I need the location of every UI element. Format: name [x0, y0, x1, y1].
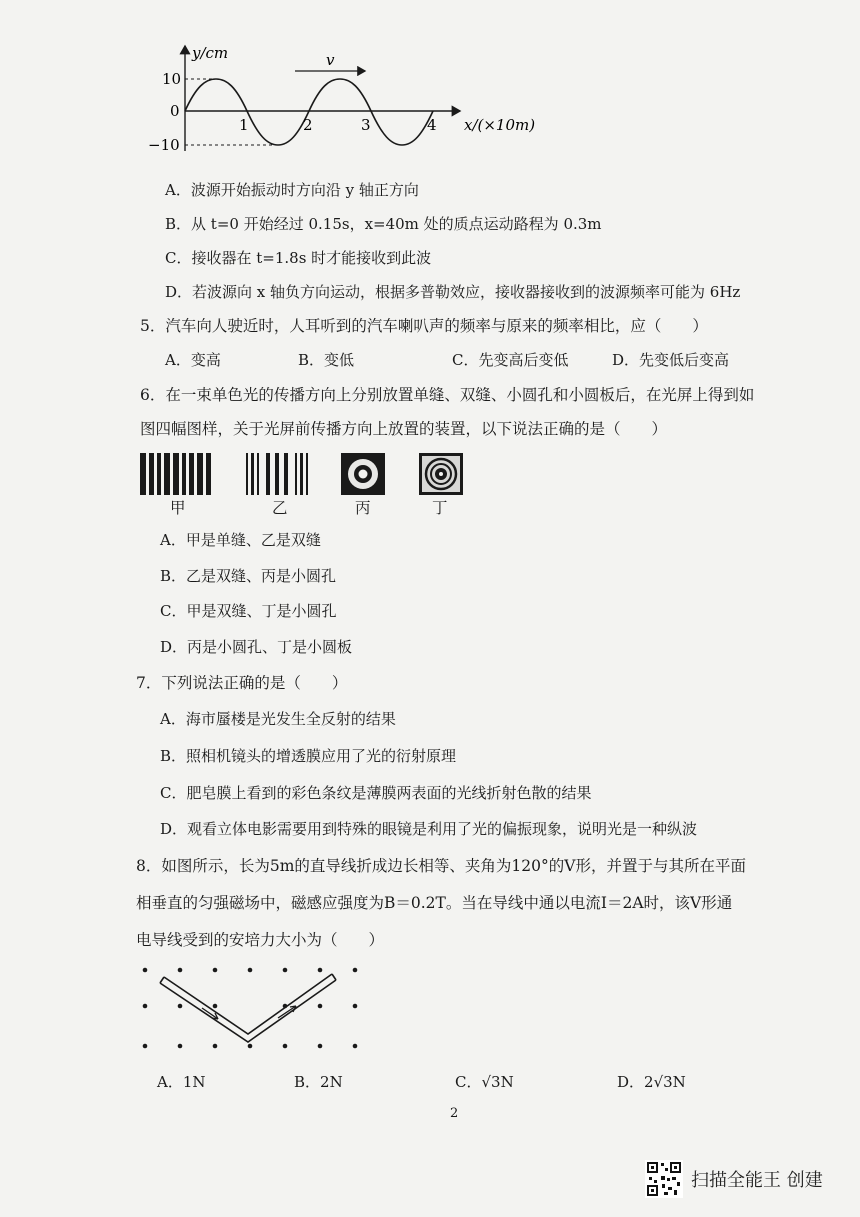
q4-option-b: B．从 t=0 开始经过 0.15s，x=40m 处的质点运动路程为 0.3m [165, 215, 602, 233]
q8-option-d: D．2√3N [617, 1073, 686, 1091]
y-axis-label: y/cm [192, 44, 229, 62]
velocity-label: v [326, 51, 335, 69]
q6-option-a: A．甲是单缝、乙是双缝 [160, 531, 321, 549]
q4-option-d: D．若波源向 x 轴负方向运动，根据多普勒效应，接收器接收到的波源频率可能为 6Hz [165, 283, 741, 301]
scanner-watermark [645, 1160, 823, 1198]
q7-option-b: B．照相机镜头的增透膜应用了光的衍射原理 [160, 747, 457, 765]
q8-stem-line2: 相垂直的匀强磁场中，磁感应强度为B＝0.2T。当在导线中通以电流I＝2A时，该V形通 [136, 894, 733, 912]
pattern-jia [140, 453, 211, 495]
qr-code-icon [645, 1160, 683, 1198]
page-number: 2 [450, 1106, 459, 1121]
x-tick-label: 2 [303, 116, 313, 134]
q5-option-d: D．先变低后变高 [612, 351, 730, 369]
pattern-bing [341, 453, 385, 495]
q7-option-c: C．肥皂膜上看到的彩色条纹是薄膜两表面的光线折射色散的结果 [160, 784, 592, 802]
q8-stem-line1: 8．如图所示，长为5m的直导线折成边长相等、夹角为120°的V形，并置于与其所在平面 [136, 857, 746, 875]
y-tick-label: −10 [148, 136, 180, 154]
q5-option-a: A．变高 [165, 351, 221, 369]
pattern-label-yi: 乙 [272, 499, 288, 517]
q7-option-d: D．观看立体电影需要用到特殊的眼镜是利用了光的偏振现象，说明光是一种纵波 [160, 820, 698, 838]
q8-option-b: B．2N [294, 1073, 343, 1091]
wave-curve [185, 79, 433, 145]
pattern-label-ding: 丁 [432, 499, 448, 517]
v-wire-diagram [130, 960, 370, 1055]
y-tick-label: 10 [162, 70, 182, 88]
q8-option-a: A．1N [157, 1073, 206, 1091]
x-tick-label: 4 [427, 116, 437, 134]
x-tick-label: 1 [239, 116, 249, 134]
q6-stem-line1: 6．在一束单色光的传播方向上分别放置单缝、双缝、小圆孔和小圆板后，在光屏上得到如 [140, 386, 755, 404]
q4-option-c: C．接收器在 t=1.8s 时才能接收到此波 [165, 249, 432, 267]
scanner-brand-text: 扫描全能王 创建 [691, 1170, 823, 1191]
wave-graph [140, 38, 560, 163]
q6-option-c: C．甲是双缝、丁是小圆孔 [160, 602, 337, 620]
x-axis-label: x/(×10m) [464, 116, 536, 134]
q6-option-b: B．乙是双缝、丙是小圆孔 [160, 567, 337, 585]
q6-option-d: D．丙是小圆孔、丁是小圆板 [160, 638, 353, 656]
q5-option-c: C．先变高后变低 [452, 351, 569, 369]
pattern-label-jia: 甲 [170, 499, 186, 517]
pattern-ding [419, 453, 463, 495]
q5-option-b: B．变低 [298, 351, 355, 369]
q8-option-c: C．√3N [455, 1073, 514, 1091]
q8-stem-line3: 电导线受到的安培力大小为（ ） [136, 931, 385, 949]
pattern-yi [246, 453, 308, 495]
pattern-label-bing: 丙 [355, 499, 371, 517]
q5-stem: 5．汽车向人驶近时，人耳听到的汽车喇叭声的频率与原来的频率相比，应（ ） [140, 317, 708, 335]
q4-option-a: A．波源开始振动时方向沿 y 轴正方向 [165, 181, 419, 199]
q6-stem-line2: 图四幅图样，关于光屏前传播方向上放置的装置，以下说法正确的是（ ） [140, 420, 668, 438]
diffraction-patterns [135, 450, 495, 500]
q7-option-a: A．海市蜃楼是光发生全反射的结果 [160, 710, 396, 728]
x-tick-label: 3 [361, 116, 371, 134]
y-tick-label: 0 [170, 102, 180, 120]
q7-stem: 7．下列说法正确的是（ ） [136, 674, 348, 692]
